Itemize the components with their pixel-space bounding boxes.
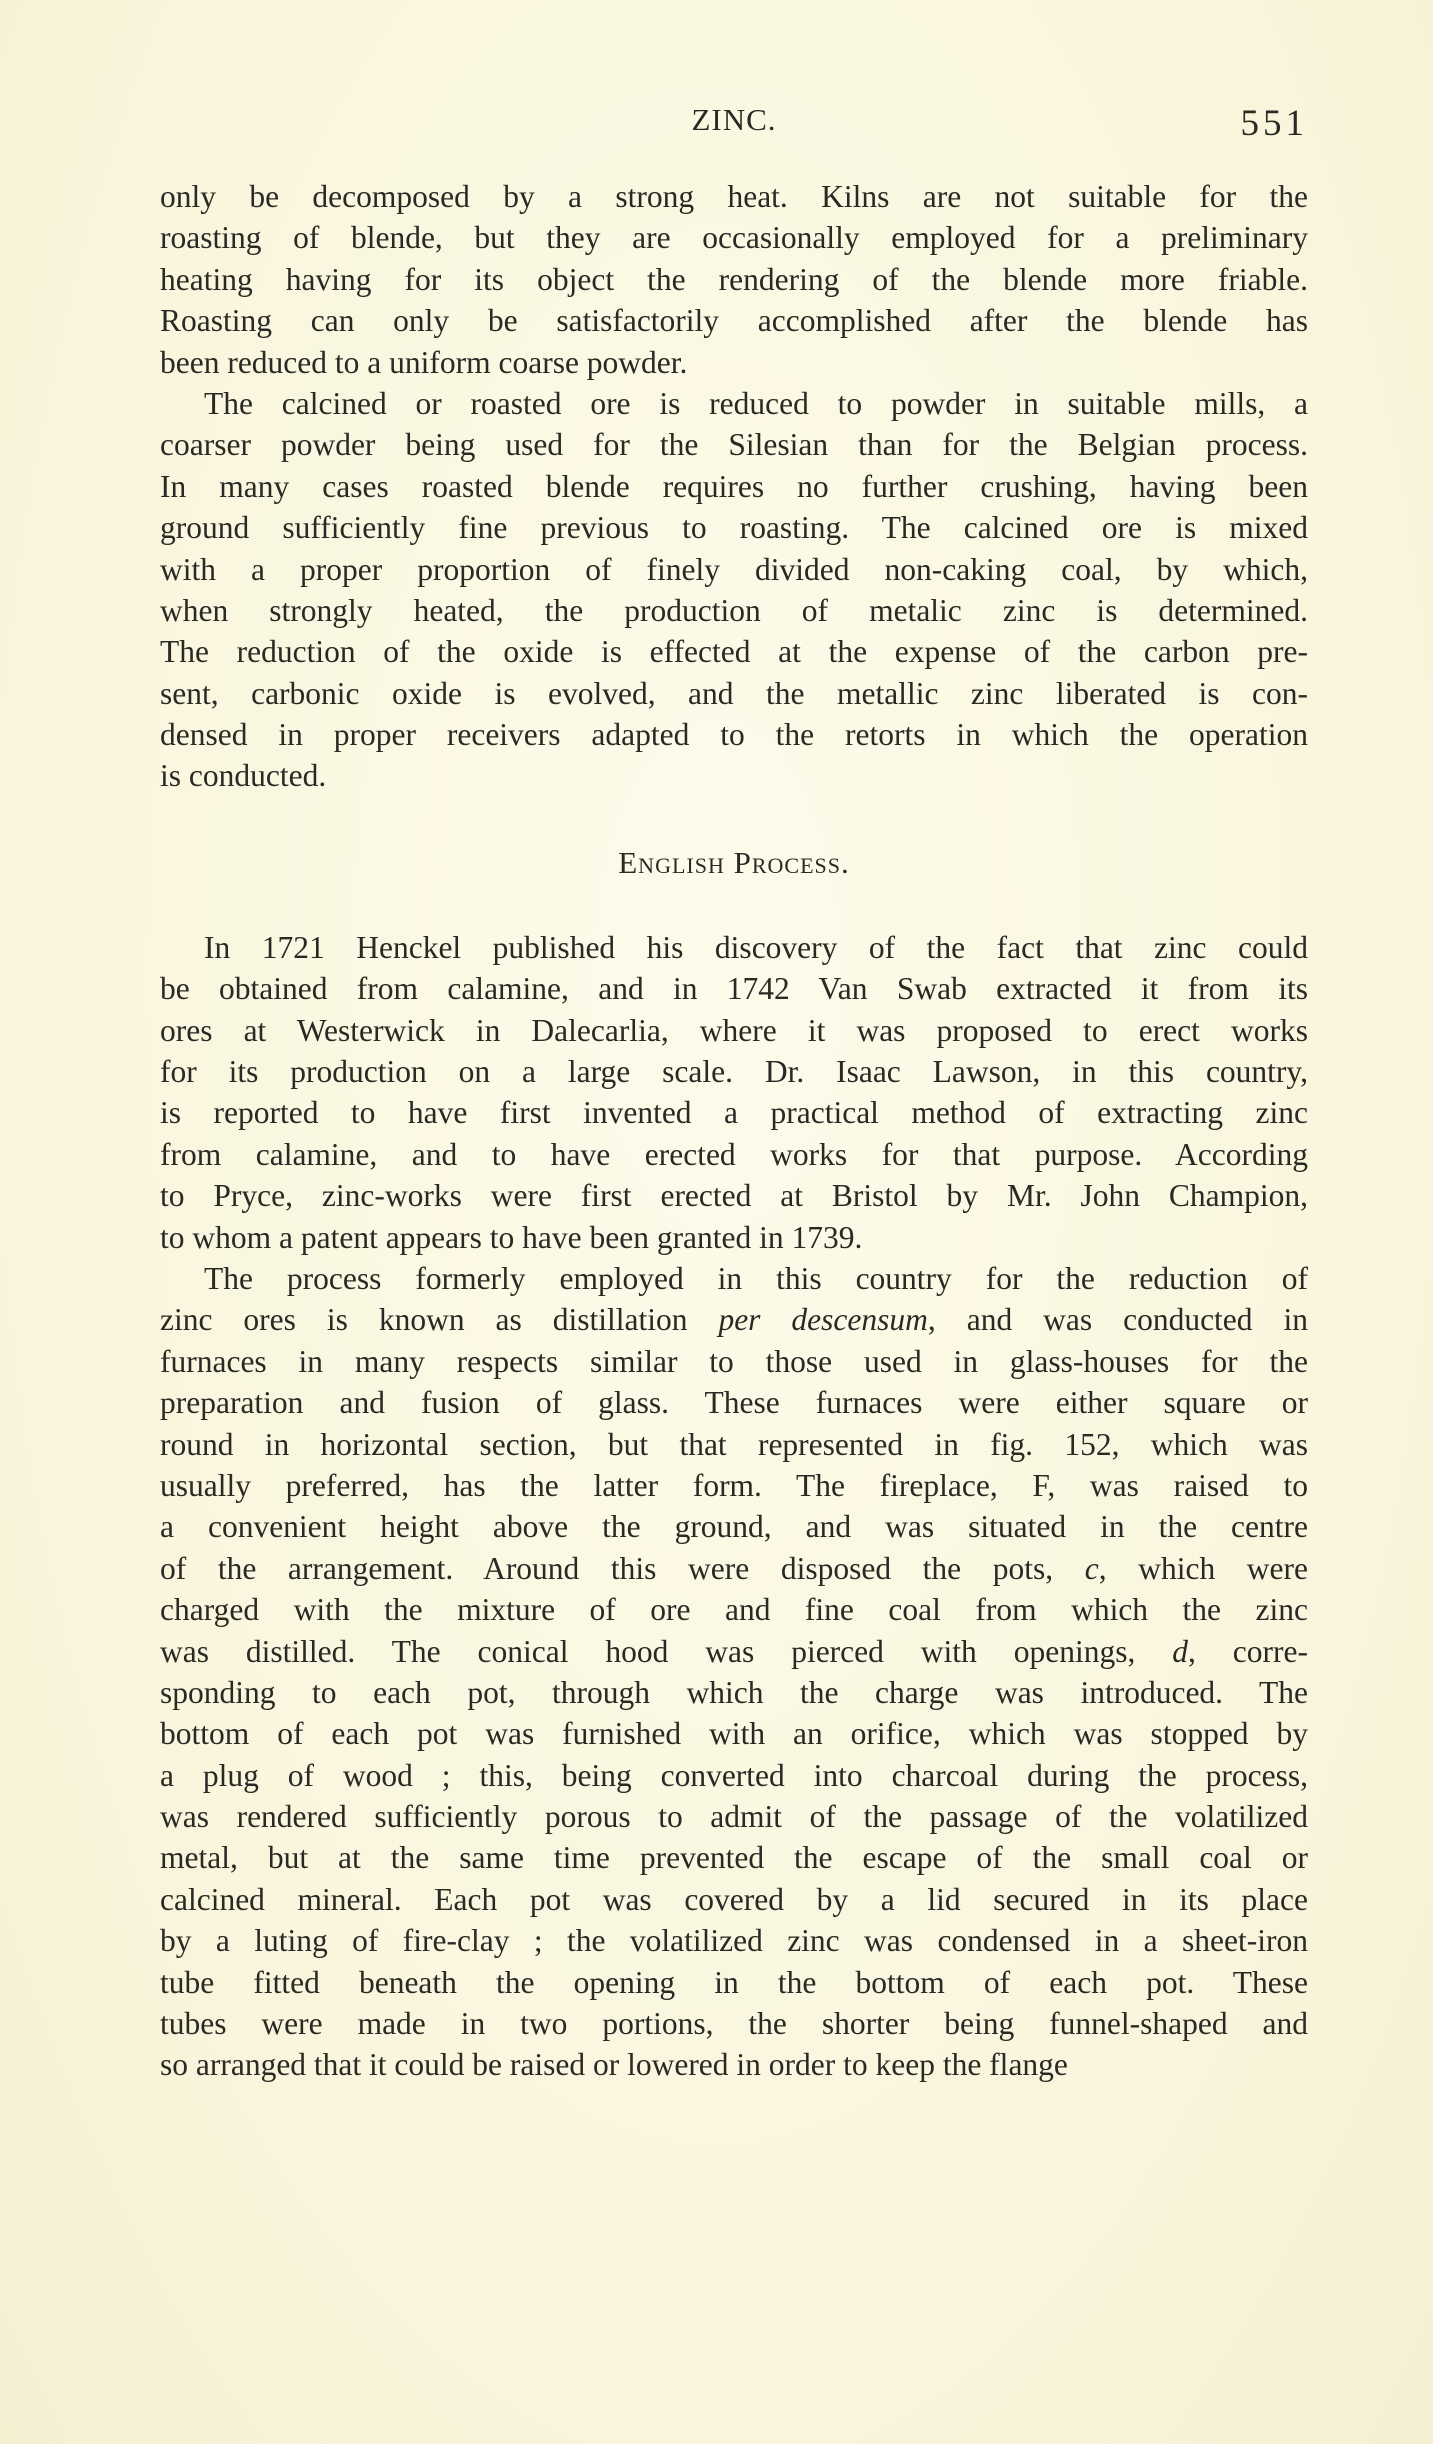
text-line: a convenient height above the ground, and was situated in the centre	[160, 1509, 1308, 1545]
text-line: charged with the mixture of ore and fine coal from which the zinc	[160, 1592, 1308, 1628]
paragraph	[160, 927, 1308, 1258]
text-line: from calamine, and to have erected works for that purpose. According	[160, 1136, 1308, 1172]
text-line: with a proper proportion of finely divided non-caking coal, by which,	[160, 551, 1308, 587]
text-line: to Pryce, zinc-works were first erected at Bristol by Mr. John Champion,	[160, 1178, 1308, 1214]
italic-text: c	[1084, 1550, 1099, 1586]
page-number: 551	[1240, 103, 1308, 144]
text-line: The reduction of the oxide is effected at the expense of the carbon pre-	[160, 634, 1308, 670]
text-line: metal, but at the same time prevented the escape of the small coal or	[160, 1840, 1308, 1876]
text-line: for its production on a large scale. Dr. Isaac Lawson, in this country,	[160, 1054, 1308, 1090]
text-line: was distilled. The conical hood was pierced with openings, d, corre-	[160, 1633, 1308, 1669]
text-line: sponding to each pot, through which the charge was introduced. The	[160, 1674, 1308, 1710]
italic-text: per descensum	[718, 1302, 928, 1338]
body-text	[160, 176, 1308, 2086]
italic-text: d	[1172, 1633, 1189, 1669]
text-line: when strongly heated, the production of metalic zinc is determined.	[160, 592, 1308, 628]
text-line: sent, carbonic oxide is evolved, and the metallic zinc liberated is con-	[160, 675, 1308, 711]
text-line: is reported to have first invented a practical method of extracting zinc	[160, 1095, 1308, 1131]
text-line: calcined mineral. Each pot was covered by a lid secured in its place	[160, 1881, 1308, 1917]
running-title: ZINC.	[691, 102, 777, 137]
text-line: zinc ores is known as distillation per descensum, and was conducted in	[160, 1302, 1309, 1338]
running-head	[160, 102, 1308, 142]
text-line: a plug of wood ; this, being converted into charcoal during the process,	[160, 1757, 1308, 1793]
text-line: is conducted.	[160, 758, 327, 794]
text-line: bottom of each pot was furnished with an orifice, which was stopped by	[160, 1716, 1308, 1752]
text-line: been reduced to a uniform coarse powder.	[160, 344, 688, 380]
paragraph	[160, 176, 1308, 383]
section-paragraphs	[160, 927, 1308, 2086]
text-line: coarser powder being used for the Silesian than for the Belgian process.	[160, 427, 1308, 463]
text-line: The process formerly employed in this country for the reduction of	[204, 1260, 1308, 1296]
text-line: densed in proper receivers adapted to the retorts in which the operation	[160, 717, 1308, 753]
text-line: only be decomposed by a strong heat. Kilns are not suitable for the	[160, 179, 1308, 214]
text-line: The calcined or roasted ore is reduced to powder in suitable mills, a	[204, 385, 1308, 421]
intro-paragraphs	[160, 176, 1308, 797]
paragraph	[160, 383, 1308, 797]
text-line: tube fitted beneath the opening in the bottom of each pot. These	[160, 1964, 1308, 2000]
text-line: Roasting can only be satisfactorily accomplished after the blende has	[160, 303, 1308, 339]
text-line: ores at Westerwick in Dalecarlia, where it was proposed to erect works	[160, 1012, 1308, 1048]
text-line: be obtained from calamine, and in 1742 Van Swab extracted it from its	[160, 971, 1308, 1007]
text-line: was rendered sufficiently porous to admit of the passage of the volatilized	[160, 1799, 1308, 1835]
section-heading: English Process.	[618, 844, 850, 880]
text-line: heating having for its object the rendering of the blende more friable.	[160, 261, 1308, 297]
text-line: ground sufficiently fine previous to roasting. The calcined ore is mixed	[160, 510, 1308, 546]
text-line: so arranged that it could be raised or lowered in order to keep the flange	[160, 2047, 1068, 2083]
text-line: usually preferred, has the latter form. The fireplace, F, was raised to	[160, 1467, 1308, 1503]
paragraph	[160, 1258, 1308, 2086]
text-line: to whom a patent appears to have been granted in 1739.	[160, 1219, 863, 1255]
text-line: by a luting of fire-clay ; the volatilized zinc was condensed in a sheet-iron	[160, 1923, 1308, 1959]
text-line: In 1721 Henckel published his discovery of the fact that zinc could	[204, 929, 1308, 965]
text-line: In many cases roasted blende requires no further crushing, having been	[160, 468, 1308, 504]
text-line: round in horizontal section, but that represented in fig. 152, which was	[160, 1426, 1308, 1462]
text-line: preparation and fusion of glass. These furnaces were either square or	[160, 1385, 1308, 1421]
text-line: tubes were made in two portions, the shorter being funnel-shaped and	[160, 2006, 1308, 2042]
text-line: roasting of blende, but they are occasionally employed for a preliminary	[160, 220, 1308, 256]
text-line: of the arrangement. Around this were disposed the pots, c, which were	[160, 1550, 1308, 1586]
text-line: furnaces in many respects similar to those used in glass-houses for the	[160, 1343, 1308, 1379]
